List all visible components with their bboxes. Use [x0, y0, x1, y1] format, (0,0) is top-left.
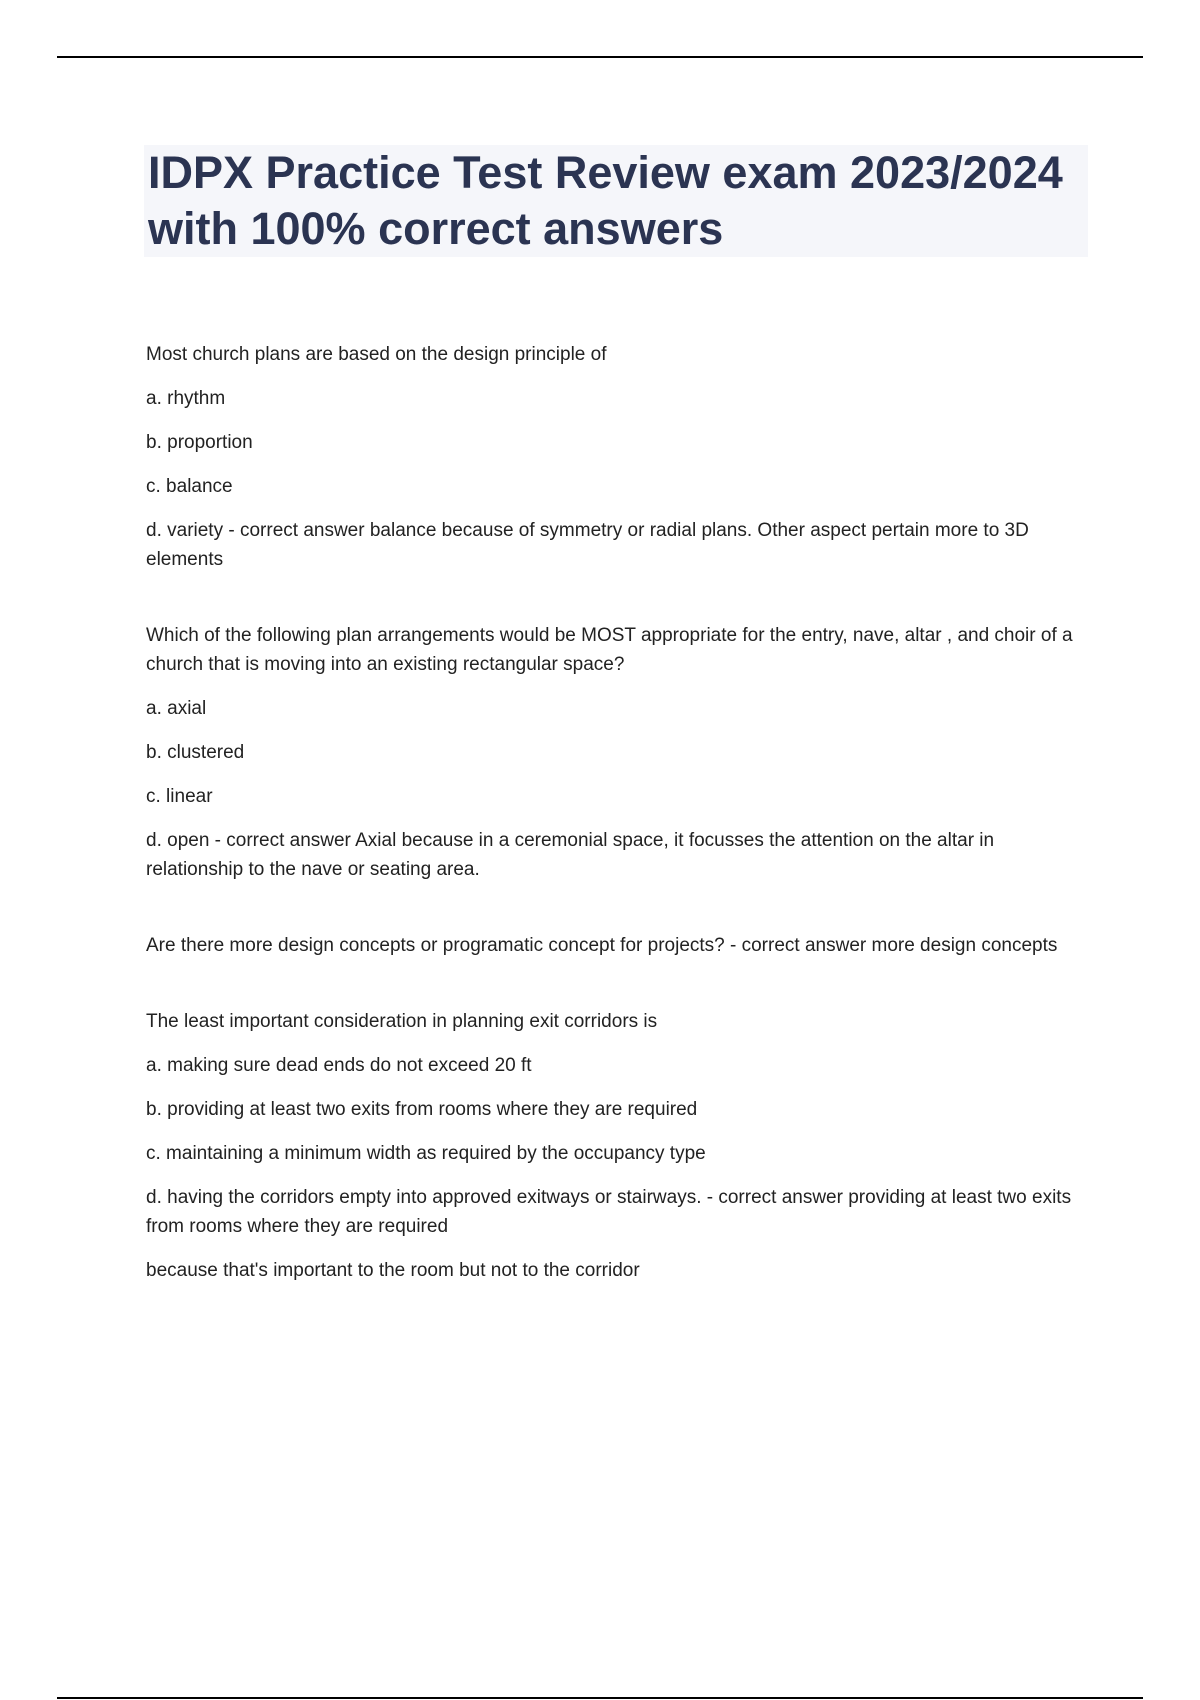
question-block-4	[146, 1007, 1086, 1285]
option-b: b. providing at least two exits from rooms where they are required	[146, 1099, 698, 1120]
answer-note: because that's important to the room but not to the corridor	[146, 1260, 640, 1281]
option-b: b. proportion	[146, 432, 253, 453]
option-d-answer: d. variety - correct answer balance because of symmetry or radial plans. Other aspect pertain more to 3D elements	[146, 520, 1029, 570]
title-block	[144, 145, 1088, 257]
option-c: c. linear	[146, 786, 213, 807]
option-a: a. rhythm	[146, 388, 226, 409]
bottom-rule	[57, 1697, 1143, 1699]
question-block-2	[146, 621, 1086, 884]
question-text: Are there more design concepts or programatic concept for projects? - correct answer more design concepts	[146, 935, 1058, 956]
document-title: IDPX Practice Test Review exam 2023/2024 with 100% correct answers	[148, 147, 1063, 254]
question-text: The least important consideration in planning exit corridors is	[146, 1011, 658, 1032]
option-d-answer: d. open - correct answer Axial because in a ceremonial space, it focusses the attention on the altar in relationship to the nave or seating area.	[146, 830, 995, 880]
top-rule	[57, 56, 1143, 58]
question-text: Which of the following plan arrangements would be MOST appropriate for the entry, nave, altar , and choir of a church that is moving into an existing rectangular space?	[146, 625, 1073, 675]
question-block-3	[146, 931, 1086, 960]
question-text: Most church plans are based on the design principle of	[146, 344, 607, 365]
option-c: c. maintaining a minimum width as required by the occupancy type	[146, 1143, 706, 1164]
document-body	[146, 340, 1086, 1332]
option-c: c. balance	[146, 476, 233, 497]
option-d-answer: d. having the corridors empty into approved exitways or stairways. - correct answer providing at least two exits from rooms where they are required	[146, 1187, 1072, 1237]
question-block-1	[146, 340, 1086, 574]
option-a: a. axial	[146, 698, 207, 719]
option-b: b. clustered	[146, 742, 245, 763]
option-a: a. making sure dead ends do not exceed 20 ft	[146, 1055, 532, 1076]
